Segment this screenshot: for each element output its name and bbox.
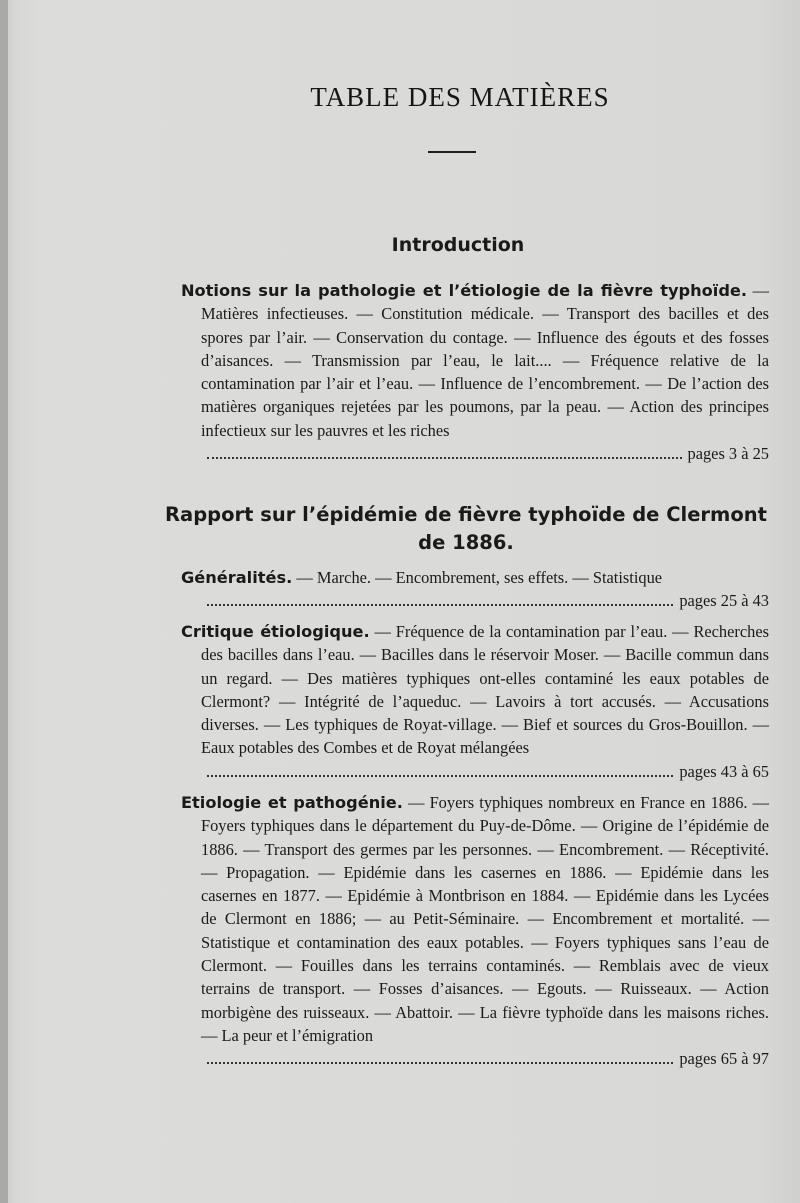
page-reference-line (201, 589, 769, 612)
intro-heading: Introduction (391, 234, 525, 256)
page-title: TABLE DES MATIÈRES (310, 82, 610, 112)
entry-heading: Etiologie et pathogénie. (181, 793, 403, 812)
entry-heading: Critique étiologique. (181, 622, 370, 641)
dot-leader (207, 1062, 673, 1064)
toc-entry-generalites (181, 566, 769, 613)
page-range: pages 3 à 25 (687, 444, 769, 464)
title-rule (428, 151, 476, 153)
page-reference-line (201, 1047, 769, 1070)
entry-body: — Foyers typhiques nombreux en France en 1886. — Foyers typhiques dans le département du Puy-de-Dôme. — Origine de l’épidémie de 1886. — Transport des germes par les personnes. — Encombrement. — Réceptivité. — Propagation. — Epidémie dans les casernes en 1886. — Epidémie dans les casernes en 1877. — Epidémie à Montbrison en 1884. — Epidémie dans les Lycées de Clermont en 1886; — au Petit-Séminaire. — Encombrement et mortalité. — Statistique et contamination des eaux potables. — Foyers typhiques sans l’eau de Clermont. — Fouilles dans les terrains contaminés. — Remblais avec de vieux terrains de transport. — Fosses d’aisances. — Egouts. — Ruisseaux. — Action morbigène des ruisseaux. — Abattoir. — La fièvre typhoïde dans les maisons riches. — La peur et l’émigration (201, 793, 769, 1045)
page-reference-line (201, 442, 769, 465)
page-range: pages 65 à 97 (679, 1049, 769, 1069)
section-heading: Rapport sur l’épidémie de fièvre typhoïde de Clermont de 1886. (165, 503, 767, 554)
entry-heading: Notions sur la pathologie et l’étiologie de la fièvre typhoïde. (181, 281, 748, 300)
dot-leader (207, 604, 673, 606)
entry-heading: Généralités. (181, 568, 293, 587)
entry-body: — Marche. — Encombrement, ses effets. — Statistique (296, 568, 663, 587)
page-range: pages 25 à 43 (679, 591, 769, 611)
dot-leader (207, 775, 673, 777)
toc-entry-notions (181, 279, 769, 465)
entry-body: — Matières infectieuses. — Constitution médicale. — Transport des bacilles et des spores par l’air. — Conservation du contage. — Influence des égouts et des fosses d’aisances. — Transmission par l’eau, le lait.... — Fréquence relative de la contamination par l’air et l’eau. — Influence de l’encombrement. — De l’action des matières organiques rejetées par les poumons, par la peau. — Action des principes infectieux sur les pauvres et les riches (201, 281, 769, 440)
toc-entry-etiologie (181, 791, 769, 1071)
page-range: pages 43 à 65 (679, 761, 769, 781)
dot-leader (207, 457, 682, 459)
entry-body: — Fréquence de la contamination par l’eau. — Recherches des bacilles dans l’eau. — Bacilles dans le réservoir Moser. — Bacille commun dans un regard. — Des matières typhiques ont-elles contaminé les eaux potables de Clermont? — Intégrité de l’aqueduc. — Lavoirs à tort accusés. — Accusations diverses. — Les typhiques de Royat-village. — Bief et sources du Gros-Bouillon. — Eaux potables des Combes et de Royat mélangées (201, 622, 769, 758)
page-edge-shadow (0, 0, 8, 1203)
page-reference-line (201, 760, 769, 783)
toc-entry-critique (181, 620, 769, 783)
